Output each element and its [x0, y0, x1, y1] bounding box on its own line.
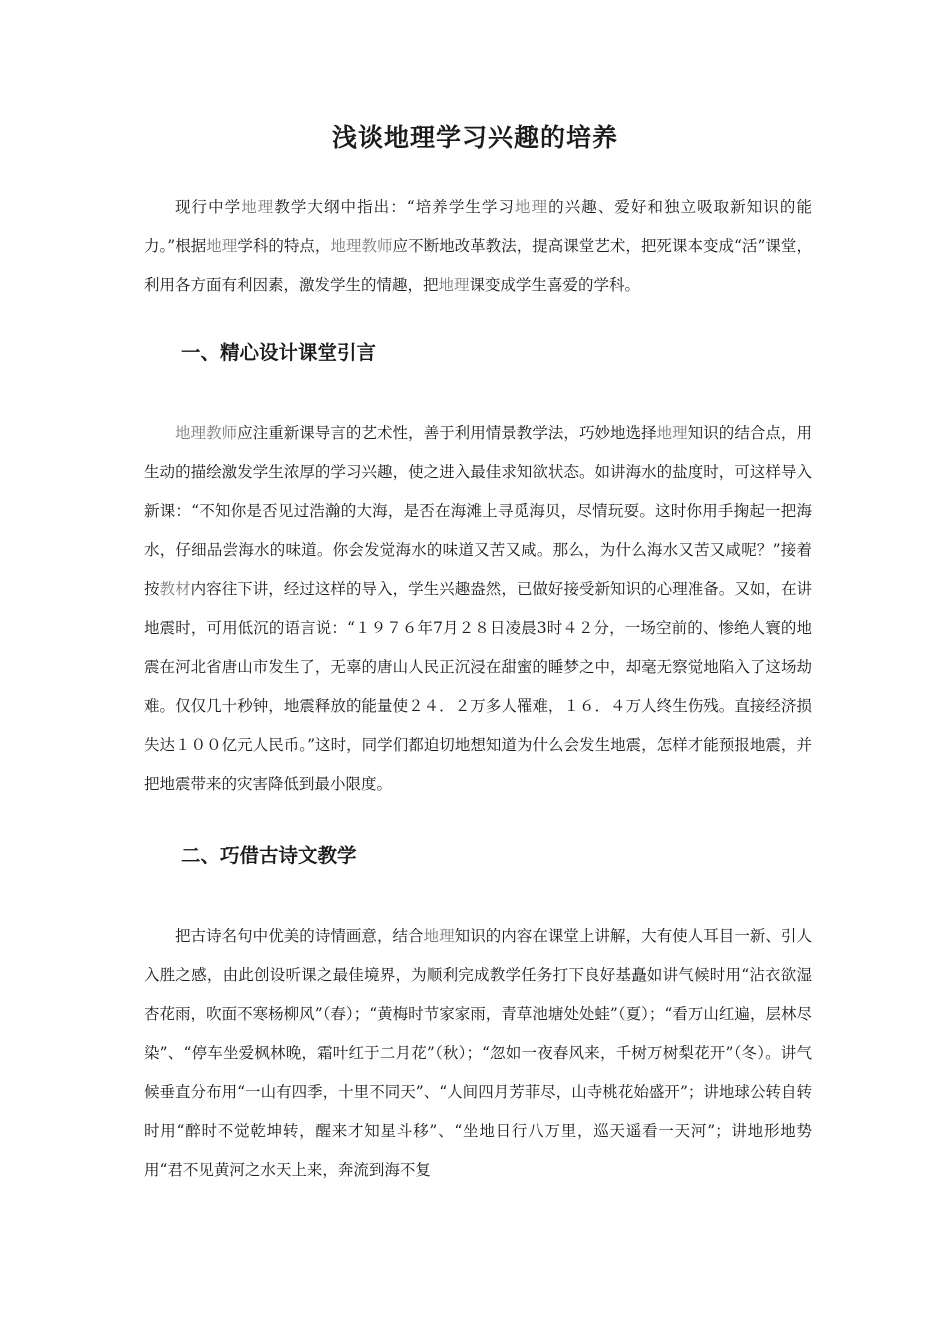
intro-paragraph [144, 188, 812, 305]
text-run: 把古诗名句中优美的诗情画意，结合 [175, 927, 424, 945]
text-run: 课变成学生喜爱的学科。 [469, 276, 641, 294]
section-2-paragraph [144, 917, 812, 1190]
section-heading-2: 二、巧借古诗文教学 [181, 844, 357, 867]
text-run: 内容往下讲，经过这样的导入，学生兴趣盎然，已做好接受新知识的心理准备。又如，在讲地震时，可用低沉的语言说：“１９７６年7月２８日凌晨3时４２分，一场空前的、惨绝人寰的地震在河北省唐山市发生了，无辜的唐山人民正沉浸在甜蜜的睡梦之中，却毫无察觉地陷入了这场劫难。仅仅几十秒钟，地震释放的能量使２４．２万多人罹难，１６．４万人终生伤残。直接经济损失达１００亿元人民币。”这时，同学们都迫切地想知道为什么会发生地震，怎样才能预报地震，并把地震带来的灾害降低到最小限度。 [144, 580, 812, 793]
text-run: 教学大纲中指出：“培养学生学习 [274, 198, 516, 216]
highlighted-term: 地理教师 [330, 237, 393, 255]
text-run: 应不断地改革教法，提高课堂艺术，把死课本变成“活”课堂，利用各方面有利因素，激发学生的情趣，把 [144, 237, 812, 294]
highlighted-term: 地理 [515, 198, 549, 216]
highlighted-term: 地理 [206, 237, 238, 255]
text-run: 知识的内容在课堂上讲解，大有使人耳目一新、引人入胜之感，由此创设听课之最佳境界，为顺利完成教学任务打下良好基矗如讲气候时用“沾衣欲湿杏花雨，吹面不寒杨柳风”（春）；“黄梅时节家家雨，青草池塘处处蛙”（夏）；“看万山红遍，层林尽染”、“停车坐爱枫林晚，霜叶红于二月花”（秋）；“忽如一夜春风来，千树万树梨花开”（冬）。讲气候垂直分布用“一山有四季，十里不同天”、“人间四月芳菲尽，山寺桃花始盛开”；讲地球公转自转时用“醉时不觉乾坤转，醒来才知星斗移”、“坐地日行八万里，巡天遥看一天河”；讲地形地势用“君不见黄河之水天上来，奔流到海不复 [144, 927, 812, 1179]
document-title: 浅谈地理学习兴趣的培养 [331, 123, 618, 152]
text-run: 知识的结合点，用生动的描绘激发学生浓厚的学习兴趣，使之进入最佳求知欲状态。如讲海水的盐度时，可这样导入新课：“不知你是否见过浩瀚的大海，是否在海滩上寻觅海贝，尽情玩耍。这时你用手掬起一把海水，仔细品尝海水的味道。你会发觉海水的味道又苦又咸。那么，为什么海水又苦又咸呢？”接着按 [144, 424, 812, 598]
text-run: 学科的特点， [237, 237, 331, 255]
section-1-paragraph [144, 414, 812, 804]
highlighted-term: 地理 [423, 927, 455, 945]
section-heading-1: 一、精心设计课堂引言 [181, 341, 377, 364]
text-run: 现行中学 [175, 198, 242, 216]
text-run: 的兴趣、爱好和独立吸取新知识的能力。”根据 [144, 198, 812, 255]
highlighted-term: 教材 [159, 580, 191, 598]
highlighted-term: 地理 [656, 424, 688, 442]
highlighted-term: 地理 [438, 276, 470, 294]
highlighted-term: 地理教师 [175, 424, 238, 442]
text-run: 应注重新课导言的艺术性，善于利用情景教学法，巧妙地选择 [237, 424, 657, 442]
highlighted-term: 地理 [241, 198, 275, 216]
